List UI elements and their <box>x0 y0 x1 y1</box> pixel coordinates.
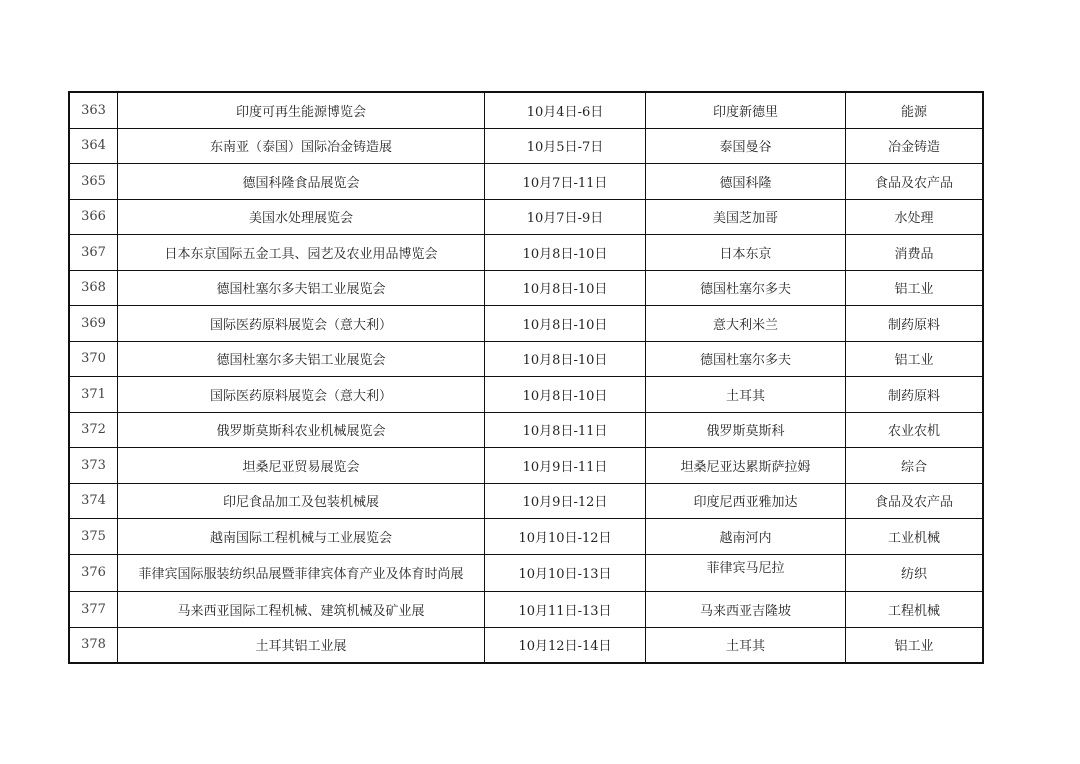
exhibition-name-cell: 菲律宾国际服装纺织品展暨菲律宾体育产业及体育时尚展 <box>118 554 485 592</box>
industry-cell: 食品及农产品 <box>846 483 984 519</box>
date-range-cell: 10月8日-10日 <box>485 377 646 413</box>
industry-cell: 工程机械 <box>846 592 984 628</box>
date-range-cell: 10月10日-12日 <box>485 519 646 555</box>
location-cell: 越南河内 <box>646 519 846 555</box>
date-range-cell: 10月12日-14日 <box>485 627 646 663</box>
location-cell: 德国杜塞尔多夫 <box>646 341 846 377</box>
exhibition-name-cell: 坦桑尼亚贸易展览会 <box>118 448 485 484</box>
exhibition-name-cell: 印尼食品加工及包装机械展 <box>118 483 485 519</box>
row-number-cell: 371 <box>69 377 118 413</box>
row-number-cell: 366 <box>69 199 118 235</box>
table-row <box>69 128 983 164</box>
location-cell: 土耳其 <box>646 377 846 413</box>
table-row <box>69 199 983 235</box>
date-range-cell: 10月4日-6日 <box>485 92 646 128</box>
industry-cell: 制药原料 <box>846 306 984 342</box>
row-number-cell: 368 <box>69 270 118 306</box>
date-range-cell: 10月8日-10日 <box>485 270 646 306</box>
location-cell: 坦桑尼亚达累斯萨拉姆 <box>646 448 846 484</box>
location-cell: 菲律宾马尼拉 <box>646 554 846 592</box>
industry-cell: 纺织 <box>846 554 984 592</box>
exhibition-name-cell: 德国杜塞尔多夫铝工业展览会 <box>118 270 485 306</box>
table-row <box>69 519 983 555</box>
industry-cell: 能源 <box>846 92 984 128</box>
row-number-cell: 375 <box>69 519 118 555</box>
industry-cell: 工业机械 <box>846 519 984 555</box>
table-row <box>69 554 983 592</box>
row-number-cell: 377 <box>69 592 118 628</box>
location-cell: 土耳其 <box>646 627 846 663</box>
location-cell: 俄罗斯莫斯科 <box>646 412 846 448</box>
location-cell: 意大利米兰 <box>646 306 846 342</box>
exhibition-name-cell: 国际医药原料展览会（意大利） <box>118 377 485 413</box>
location-cell: 泰国曼谷 <box>646 128 846 164</box>
exhibition-name-cell: 国际医药原料展览会（意大利） <box>118 306 485 342</box>
date-range-cell: 10月8日-10日 <box>485 341 646 377</box>
location-cell: 印度尼西亚雅加达 <box>646 483 846 519</box>
table-row <box>69 377 983 413</box>
row-number-cell: 373 <box>69 448 118 484</box>
date-range-cell: 10月8日-10日 <box>485 306 646 342</box>
date-range-cell: 10月7日-9日 <box>485 199 646 235</box>
date-range-cell: 10月8日-10日 <box>485 235 646 271</box>
table-row <box>69 235 983 271</box>
industry-cell: 制药原料 <box>846 377 984 413</box>
date-range-cell: 10月7日-11日 <box>485 164 646 200</box>
table-row <box>69 164 983 200</box>
table-row <box>69 306 983 342</box>
date-range-cell: 10月9日-12日 <box>485 483 646 519</box>
row-number-cell: 372 <box>69 412 118 448</box>
exhibition-name-cell: 土耳其铝工业展 <box>118 627 485 663</box>
exhibition-name-cell: 东南亚（泰国）国际冶金铸造展 <box>118 128 485 164</box>
table-body <box>69 92 983 663</box>
date-range-cell: 10月11日-13日 <box>485 592 646 628</box>
industry-cell: 铝工业 <box>846 627 984 663</box>
industry-cell: 食品及农产品 <box>846 164 984 200</box>
row-number-cell: 378 <box>69 627 118 663</box>
industry-cell: 综合 <box>846 448 984 484</box>
date-range-cell: 10月5日-7日 <box>485 128 646 164</box>
table-row <box>69 592 983 628</box>
location-cell: 美国芝加哥 <box>646 199 846 235</box>
date-range-cell: 10月10日-13日 <box>485 554 646 592</box>
location-cell: 德国科隆 <box>646 164 846 200</box>
exhibition-name-cell: 德国杜塞尔多夫铝工业展览会 <box>118 341 485 377</box>
row-number-cell: 367 <box>69 235 118 271</box>
industry-cell: 水处理 <box>846 199 984 235</box>
row-number-cell: 363 <box>69 92 118 128</box>
exhibition-name-cell: 德国科隆食品展览会 <box>118 164 485 200</box>
table-row <box>69 270 983 306</box>
table-row <box>69 627 983 663</box>
date-range-cell: 10月8日-11日 <box>485 412 646 448</box>
table-row <box>69 341 983 377</box>
exhibition-name-cell: 美国水处理展览会 <box>118 199 485 235</box>
row-number-cell: 369 <box>69 306 118 342</box>
location-cell: 马来西亚吉隆坡 <box>646 592 846 628</box>
industry-cell: 农业农机 <box>846 412 984 448</box>
row-number-cell: 374 <box>69 483 118 519</box>
row-number-cell: 370 <box>69 341 118 377</box>
exhibition-name-cell: 俄罗斯莫斯科农业机械展览会 <box>118 412 485 448</box>
exhibition-schedule-table <box>68 91 984 664</box>
location-cell: 日本东京 <box>646 235 846 271</box>
industry-cell: 冶金铸造 <box>846 128 984 164</box>
table-row <box>69 448 983 484</box>
row-number-cell: 365 <box>69 164 118 200</box>
location-cell: 印度新德里 <box>646 92 846 128</box>
exhibition-name-cell: 日本东京国际五金工具、园艺及农业用品博览会 <box>118 235 485 271</box>
table-row <box>69 92 983 128</box>
exhibition-name-cell: 印度可再生能源博览会 <box>118 92 485 128</box>
industry-cell: 铝工业 <box>846 270 984 306</box>
table-row <box>69 483 983 519</box>
exhibition-name-cell: 越南国际工程机械与工业展览会 <box>118 519 485 555</box>
row-number-cell: 376 <box>69 554 118 592</box>
table-row <box>69 412 983 448</box>
industry-cell: 铝工业 <box>846 341 984 377</box>
exhibition-name-cell: 马来西亚国际工程机械、建筑机械及矿业展 <box>118 592 485 628</box>
date-range-cell: 10月9日-11日 <box>485 448 646 484</box>
industry-cell: 消费品 <box>846 235 984 271</box>
row-number-cell: 364 <box>69 128 118 164</box>
location-cell: 德国杜塞尔多夫 <box>646 270 846 306</box>
